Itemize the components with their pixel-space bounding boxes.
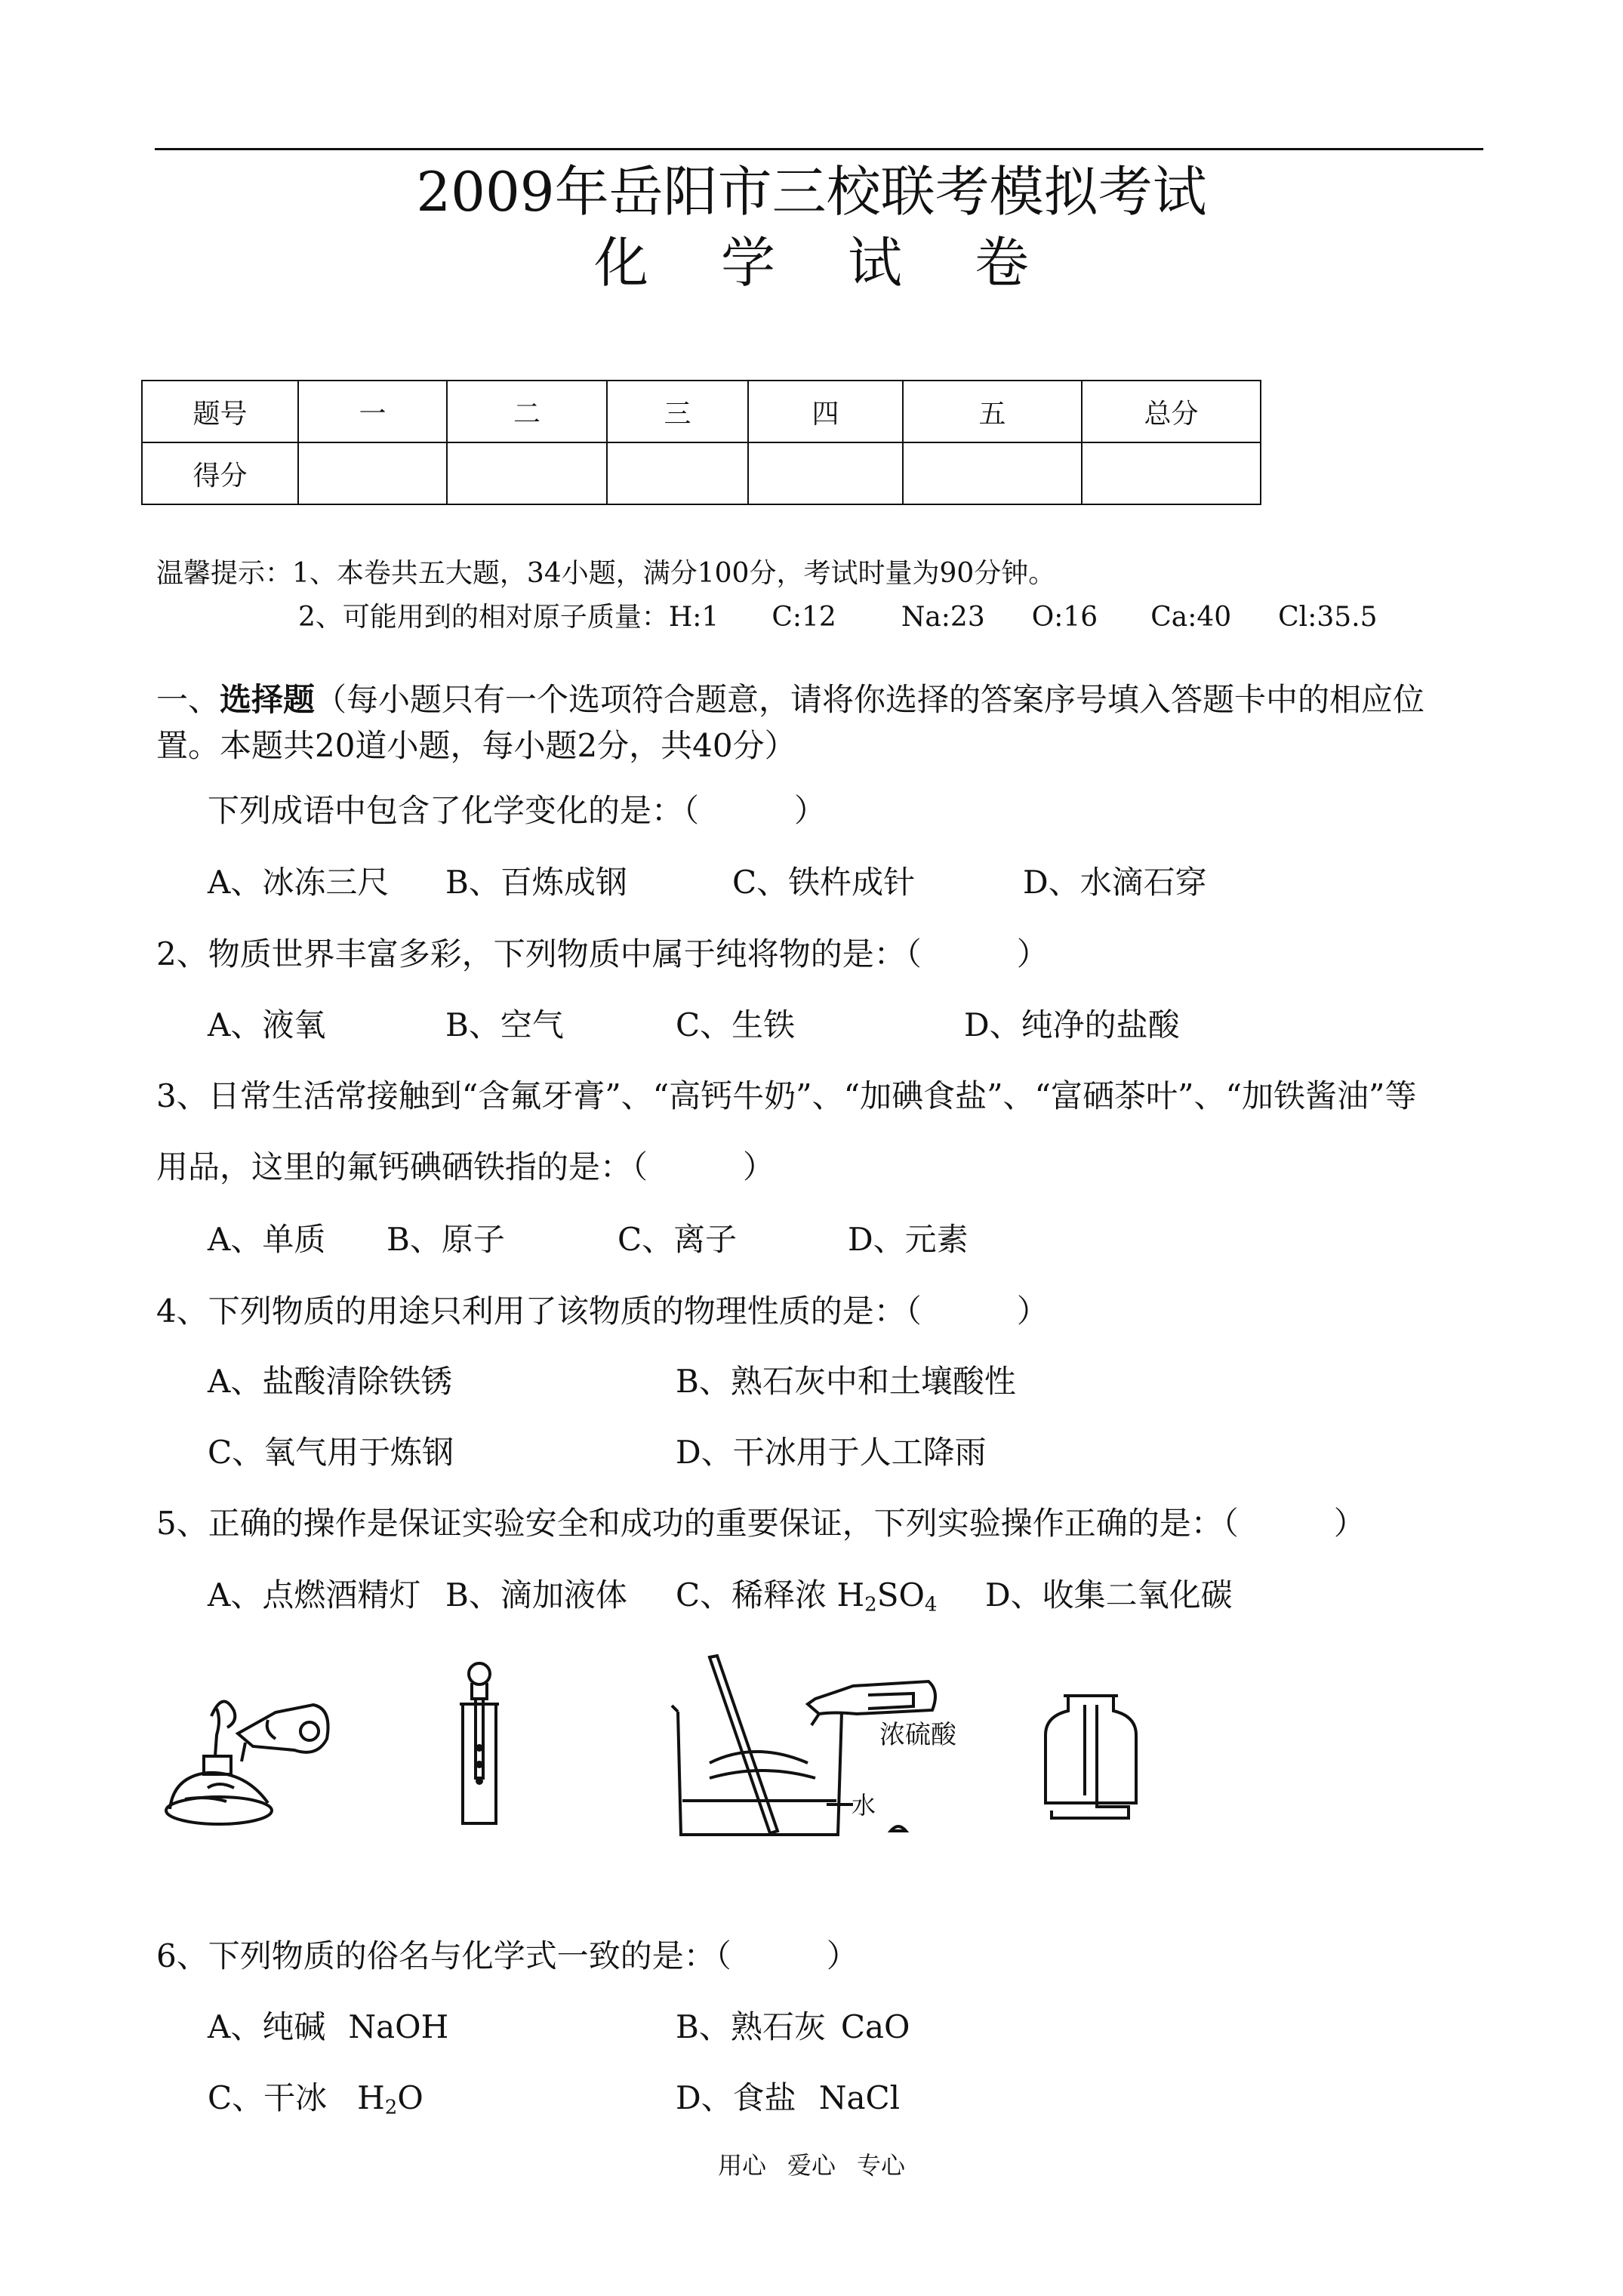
question-5-stem: 5、正确的操作是保证实验安全和成功的重要保证，下列实验操作正确的是：（ ）	[156, 1505, 1366, 1542]
exam-title: 2009年岳阳市三校联考模拟考试	[416, 160, 1207, 223]
table-cell: 二	[447, 381, 607, 442]
formula: CaO	[840, 2008, 910, 2045]
table-cell: 得分	[142, 442, 298, 504]
formula-subscript: 2	[384, 2096, 398, 2119]
question-2-option-c[interactable]: C、生铁	[676, 1006, 796, 1043]
question-3-stem-line2: 用品，这里的氟钙碘硒铁指的是：（ ）	[156, 1148, 775, 1185]
table-cell: 一	[298, 381, 447, 442]
question-2-option-d[interactable]: D、纯净的盐酸	[964, 1006, 1180, 1043]
section-heading	[156, 675, 1424, 720]
question-6-option-c[interactable]	[208, 2073, 423, 2119]
question-1-option-a[interactable]: A、冰冻三尺	[208, 864, 390, 901]
score-table	[141, 380, 1261, 505]
tips-text: 2、可能用到的相对原子质量：	[298, 602, 669, 633]
table-cell: 总分	[1082, 381, 1261, 442]
formula-subscript: 2	[864, 1593, 877, 1616]
atomic-mass: C:12	[771, 602, 836, 633]
question-4-stem: 4、下列物质的用途只利用了该物质的物理性质的是：（ ）	[156, 1293, 1049, 1330]
table-cell: 四	[748, 381, 903, 442]
score-cell[interactable]	[298, 442, 447, 504]
question-3-option-c[interactable]: C、离子	[617, 1221, 738, 1258]
score-cell[interactable]	[748, 442, 903, 504]
question-4-option-c[interactable]: C、氧气用于炼钢	[208, 1434, 454, 1471]
gas-collection-figure	[1038, 1690, 1151, 1826]
option-label: C、干冰	[208, 2079, 328, 2116]
formula: NaOH	[348, 2008, 449, 2045]
footer-text: 专心	[857, 2151, 906, 2180]
tips-line2	[298, 596, 1377, 634]
question-5-option-d[interactable]: D、收集二氧化碳	[985, 1576, 1233, 1613]
section-number: 一、	[156, 681, 220, 718]
atomic-mass: H:1	[668, 602, 719, 633]
formula-part: H	[357, 2079, 385, 2116]
tips-label: 温馨提示：	[156, 558, 293, 589]
tips-line1	[156, 552, 1055, 590]
atomic-mass: Na:23	[901, 602, 985, 633]
footer-text: 用心	[717, 2151, 766, 2180]
question-5-option-b[interactable]: B、滴加液体	[445, 1576, 627, 1613]
table-cell: 五	[903, 381, 1082, 442]
question-3-option-b[interactable]: B、原子	[387, 1221, 505, 1258]
question-2-option-b[interactable]: B、空气	[445, 1006, 564, 1043]
top-rule	[155, 148, 1483, 150]
question-3-stem-line1: 3、日常生活常接触到“含氟牙膏”、“高钙牛奶”、“加碘食盐”、“富硒茶叶”、“加铁酱油”等	[156, 1077, 1417, 1114]
question-3-option-d[interactable]: D、元素	[848, 1221, 969, 1258]
option-label: B、熟石灰	[676, 2008, 826, 2045]
atomic-mass: O:16	[1031, 602, 1098, 633]
exam-subtitle	[0, 231, 1623, 294]
table-cell: 题号	[142, 381, 298, 442]
score-cell[interactable]	[607, 442, 748, 504]
atomic-mass: Ca:40	[1150, 602, 1232, 633]
question-2-stem: 2、物质世界丰富多彩，下列物质中属于纯将物的是：（ ）	[156, 935, 1049, 972]
question-6-stem: 6、下列物质的俗名与化学式一致的是：（ ）	[156, 1937, 858, 1974]
footer-text: 爱心	[787, 2151, 836, 2180]
question-5-option-c[interactable]	[676, 1570, 937, 1616]
subtitle-char: 化	[593, 231, 648, 294]
option-label: C、稀释浓	[676, 1576, 827, 1613]
section-desc: （每小题只有一个选项符合题意，请将你选择的答案序号填入答题卡中的相应位	[315, 681, 1425, 718]
subtitle-char: 学	[720, 231, 775, 294]
atomic-mass: Cl:35.5	[1278, 602, 1378, 633]
question-1-stem: 下列成语中包含了化学变化的是：（ ）	[208, 792, 827, 829]
alcohol-lamp-figure	[162, 1675, 343, 1833]
page-footer	[0, 2147, 1623, 2181]
formula: NaCl	[818, 2079, 901, 2116]
formula-part: H	[836, 1576, 865, 1613]
question-6-option-b[interactable]	[676, 2002, 910, 2048]
question-1-option-d[interactable]: D、水滴石穿	[1023, 864, 1207, 901]
figure-label-water: 水	[852, 1791, 876, 1820]
question-5-option-a[interactable]: A、点燃酒精灯	[208, 1576, 421, 1613]
question-6-option-a[interactable]	[208, 2002, 448, 2048]
question-4-option-b[interactable]: B、熟石灰中和土壤酸性	[676, 1363, 1016, 1400]
score-cell[interactable]	[1082, 442, 1261, 504]
question-2-option-a[interactable]: A、液氧	[208, 1006, 326, 1043]
figure-label-acid: 浓硫酸	[879, 1720, 956, 1750]
question-4-option-a[interactable]: A、盐酸清除铁锈	[208, 1363, 453, 1400]
score-table-header-row	[142, 381, 1261, 442]
dropper-test-tube-figure	[449, 1657, 510, 1835]
question-3-option-a[interactable]: A、单质	[208, 1221, 326, 1258]
formula-part: SO	[876, 1576, 925, 1613]
table-cell: 三	[607, 381, 748, 442]
formula-subscript: 4	[924, 1593, 938, 1616]
subtitle-char: 卷	[975, 231, 1030, 294]
question-6-option-d[interactable]	[676, 2073, 900, 2119]
section-desc-line2: 置。本题共20道小题，每小题2分，共40分）	[156, 727, 796, 764]
tips-text: 1、本卷共五大题，34小题，满分100分，考试时量为90分钟。	[292, 558, 1056, 589]
question-4-option-d[interactable]: D、干冰用于人工降雨	[676, 1434, 987, 1471]
score-table-score-row	[142, 442, 1261, 504]
score-cell[interactable]	[903, 442, 1082, 504]
formula-part: O	[397, 2079, 423, 2116]
score-cell[interactable]	[447, 442, 607, 504]
option-label: D、食盐	[676, 2079, 796, 2116]
subtitle-char: 试	[848, 231, 903, 294]
question-1-option-b[interactable]: B、百炼成钢	[445, 864, 627, 901]
question-1-option-c[interactable]: C、铁杵成针	[732, 864, 916, 901]
section-name: 选择题	[220, 681, 316, 718]
option-label: A、纯碱	[208, 2008, 326, 2045]
